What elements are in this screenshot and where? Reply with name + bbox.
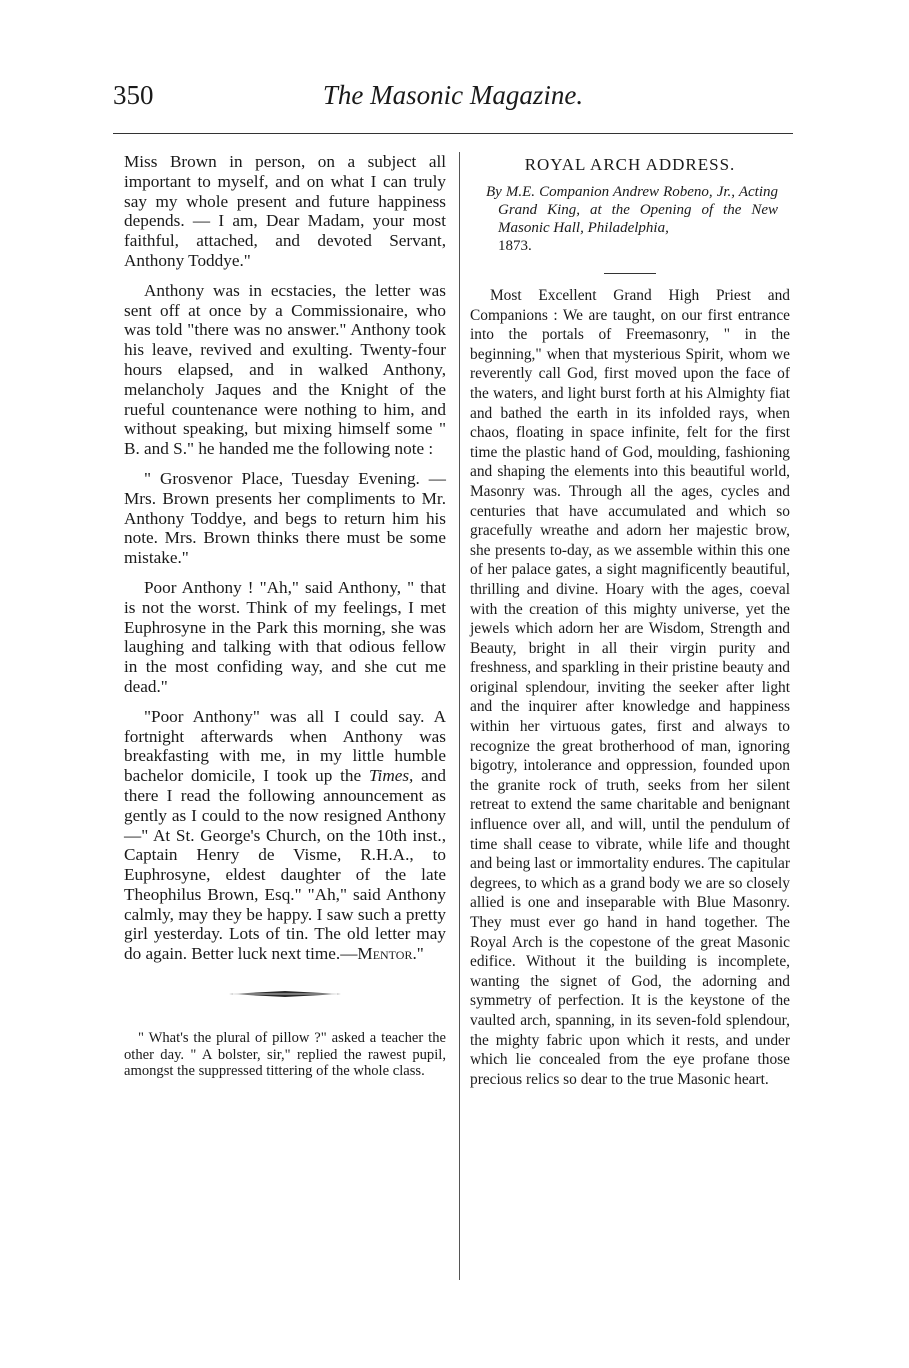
byline-text: By M.E. Companion Andrew Robeno, Jr., Acting Grand King, at the Opening of the New Masonic Hall, Philadelphia, <box>486 184 778 236</box>
anecdote: " What's the plural of pillow ?" asked a teacher the other day. " A bolster, sir," replied the rawest pupil, amongst the suppressed tittering of the whole class. <box>124 1030 446 1080</box>
section-ornament <box>229 990 341 998</box>
article-body: Most Excellent Grand High Priest and Companions : We are taught, on our first entrance into the portals of Freemasonry, " in the beginning," when that mysterious Spirit, whom we reverently call God, first moved upon the face of the waters, and light burst forth at his Almighty fiat and bathed the earth in its infolded rays, when chaos, floating in space infinite, felt for the first time the plastic hand of God, moulding, fashioning and shaping the elements into this beautiful world, Masonry was. Through all the ages, cycles and centuries that have accumulated and which so gracefully wreathe and adorn her majestic brow, she presents to-day, as we assemble within this one of her palace gates, a sight magnificently beautiful, thrilling and divine. Hoary with the ages, coeval with the creation of this mighty universe, yet the jewels which adorn her are Wisdom, Strength and Beauty, bright in all their virgin purity and freshness, and sparkling in their pristine beauty and original splendour, inviting the seeker after light and the inquirer after knowledge and happiness within her virtuous gates, first and always to recognize the great brotherhood of man, ignoring bigotry, intolerance and oppression, founded upon the granite rock of truth, seeks from her silent retreat to extend the same charitable and benignant influence over all, and will, until the pendulum of time shall cease to vibrate, while life and thought and being last or immortality endures. The capitular degrees, to which as a grand body we are so closely allied is one and inseparable with Blue Masonry. They must ever go hand in hand together. The Royal Arch is the copestone of the great Masonic edifice. Without it the building is incomplete, wanting the signet of God, the adorning and symmetry of perfection. It is the keystone of the vaulted arch, spanning, in its seven-fold splendour, the mighty fabric upon which it rests, and under which lie concealed from the eye profane those precious relics so dear to the true Masonic heart. <box>470 287 790 1088</box>
right-column <box>470 152 790 1089</box>
column-divider <box>459 152 460 1280</box>
page-number: 350 <box>113 80 154 110</box>
running-title: The Masonic Magazine. <box>322 80 584 110</box>
paragraph-text: and there I read the following announcement as gently as I could to the now resigned Anthony—" At St. George's Church, on the 10th inst., Captain Henry de Visme, R.H.A., to Euphrosyne, eldest daughter of the late Theophilus Brown, Esq." "Ah," said Anthony calmly, may they be happy. I saw such a pretty girl yesterday. Lots of tin. The old letter may do again. Better luck next time.— <box>124 766 446 964</box>
paragraph: Miss Brown in person, on a subject all important to myself, and on what I can truly say my whole present and future happiness depends. — I am, Dear Madam, your most faithful, attached, and devoted Servant, Anthony Toddye." <box>124 152 446 270</box>
left-column <box>124 152 446 1094</box>
author-signature: Mentor." <box>357 944 424 964</box>
newspaper-title: Times, <box>368 766 414 786</box>
paragraph <box>124 707 446 964</box>
paragraph-text: "Poor Anthony" was all I could say. A fortnight afterwards when Anthony was breakfasting with me, in my little humble bachelor domicile, I took up the <box>124 706 446 786</box>
article-byline <box>486 183 778 255</box>
page-header <box>113 80 793 130</box>
paragraph: Anthony was in ecstacies, the letter was sent off at once by a Commissionaire, who was told "there was no answer." Anthony took his leave, revived and exulting. Twenty-four hours elapsed, and in walked Anthony, melancholy Jaques and the Knight of the rueful countenance were nothing to him, and without speaking, but mixing himself some " B. and S." he handed me the following note : <box>124 280 446 459</box>
paragraph: Poor Anthony ! "Ah," said Anthony, " that is not the worst. Think of my feelings, I met Euphrosyne in the Park this morning, she was laughing and talking with that odious fellow in the most confiding way, and she cut me dead." <box>124 577 446 696</box>
title-rule <box>604 273 656 274</box>
article-title: ROYAL ARCH ADDRESS. <box>524 155 736 174</box>
paragraph: " Grosvenor Place, Tuesday Evening. —Mrs. Brown presents her compliments to Mr. Anthony Toddye, and begs to return him his note. Mrs. Brown thinks there must be some mistake." <box>124 468 446 568</box>
header-rule <box>113 133 793 134</box>
byline-year: 1873. <box>498 238 532 254</box>
